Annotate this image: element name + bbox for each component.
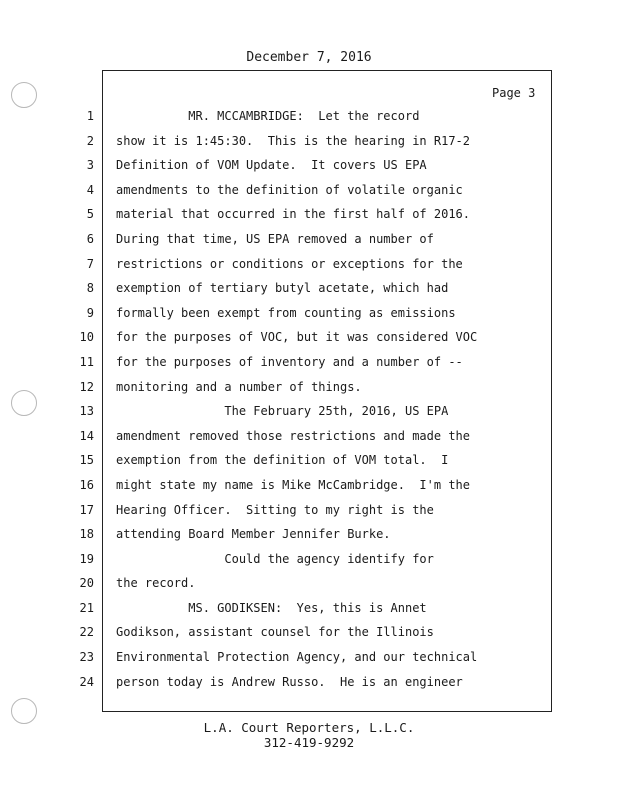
transcript-line: show it is 1:45:30. This is the hearing in R17-2 <box>116 133 471 148</box>
line-number: 20 <box>79 576 94 591</box>
transcript-line: Definition of VOM Update. It covers US EPA <box>116 158 427 173</box>
line-number: 21 <box>79 600 94 615</box>
transcript-line: Hearing Officer. Sitting to my right is the <box>116 502 434 517</box>
line-number: 8 <box>86 281 94 296</box>
line-number: 19 <box>79 551 94 566</box>
transcript-line: Environmental Protection Agency, and our technical <box>116 650 478 665</box>
transcript-line: Could the agency identify for <box>116 551 434 566</box>
binder-hole-top <box>11 82 37 108</box>
line-number: 17 <box>79 502 94 517</box>
line-number: 5 <box>86 207 94 222</box>
line-number: 22 <box>79 625 94 640</box>
line-number: 6 <box>86 231 94 246</box>
transcript-line: material that occurred in the first half of 2016. <box>116 207 471 222</box>
line-number: 23 <box>79 650 94 665</box>
transcript-line: for the purposes of inventory and a number of -- <box>116 354 463 369</box>
page-header-date: December 7, 2016 <box>246 50 372 65</box>
transcript-line: The February 25th, 2016, US EPA <box>116 404 449 419</box>
line-number: 9 <box>86 305 94 320</box>
transcript-line: monitoring and a number of things. <box>116 379 362 394</box>
line-number: 7 <box>86 256 94 271</box>
page-footer <box>0 720 618 750</box>
line-number: 16 <box>79 477 94 492</box>
line-number: 14 <box>79 428 94 443</box>
transcript-line: person today is Andrew Russo. He is an engineer <box>116 674 463 689</box>
line-number: 11 <box>79 354 94 369</box>
transcript-line: attending Board Member Jennifer Burke. <box>116 527 391 542</box>
transcript-line: MS. GODIKSEN: Yes, this is Annet <box>116 600 427 615</box>
line-number: 2 <box>86 133 94 148</box>
transcript-line: restrictions or conditions or exceptions for the <box>116 256 463 271</box>
line-number: 15 <box>79 453 94 468</box>
line-number: 4 <box>86 182 94 197</box>
transcript-line: amendments to the definition of volatile organic <box>116 182 463 197</box>
transcript-body <box>116 104 536 694</box>
transcript-line: exemption of tertiary butyl acetate, which had <box>116 281 449 296</box>
line-number: 13 <box>79 404 94 419</box>
transcript-line: exemption from the definition of VOM total. I <box>116 453 449 468</box>
line-number: 18 <box>79 527 94 542</box>
line-number: 24 <box>79 674 94 689</box>
footer-company: L.A. Court Reporters, L.L.C. <box>203 720 415 735</box>
page-number-label: Page 3 <box>492 86 536 100</box>
transcript-line: amendment removed those restrictions and made the <box>116 428 471 443</box>
line-number: 12 <box>79 379 94 394</box>
transcript-line: for the purposes of VOC, but it was considered VOC <box>116 330 478 345</box>
line-number: 3 <box>86 158 94 173</box>
transcript-line: might state my name is Mike McCambridge. I'm the <box>116 477 471 492</box>
transcript-line: During that time, US EPA removed a number of <box>116 231 434 246</box>
transcript-line: Godikson, assistant counsel for the Illinois <box>116 625 434 640</box>
transcript-line: the record. <box>116 576 196 591</box>
footer-phone: 312-419-9292 <box>263 735 355 750</box>
transcript-line: formally been exempt from counting as emissions <box>116 305 456 320</box>
line-number-gutter <box>64 104 94 694</box>
binder-hole-middle <box>11 390 37 416</box>
line-number: 1 <box>86 109 94 123</box>
line-number: 10 <box>79 330 94 345</box>
transcript-line: MR. MCCAMBRIDGE: Let the record <box>116 109 420 123</box>
